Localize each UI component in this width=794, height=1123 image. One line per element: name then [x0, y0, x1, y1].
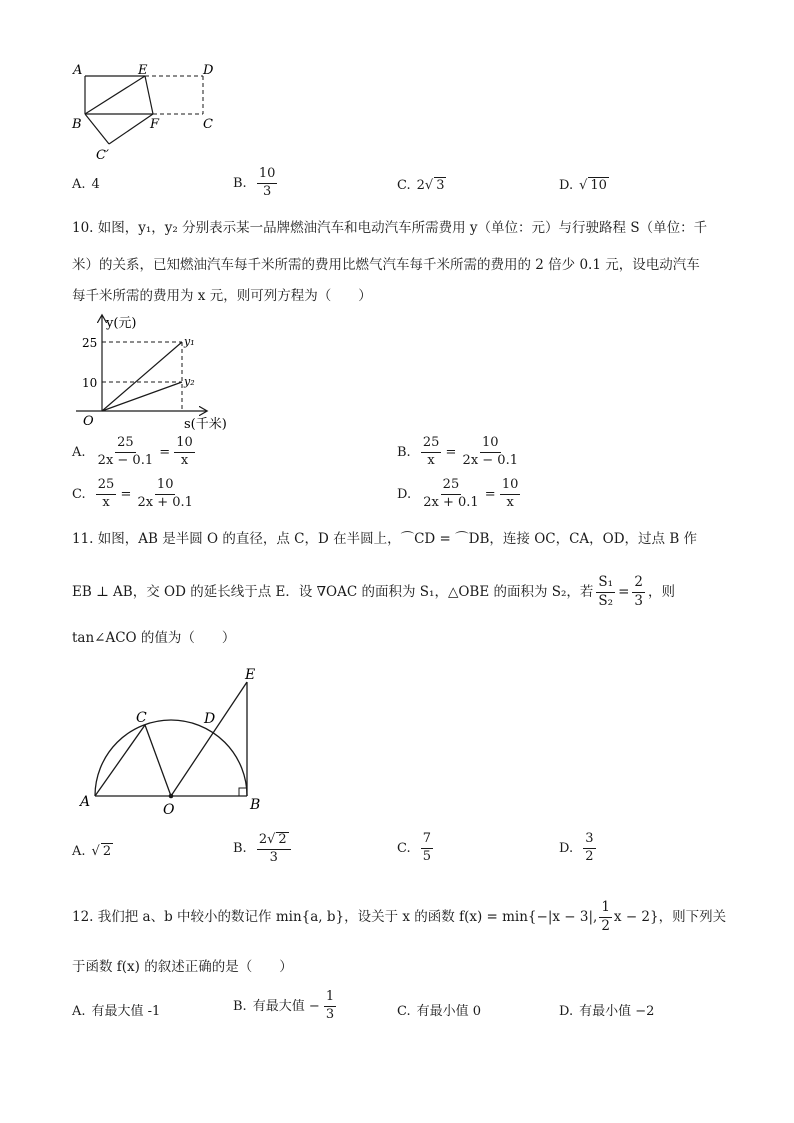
q10-graph [66, 310, 246, 432]
q10-line2: 米）的关系，已知燃油汽车每千米所需的费用比燃气汽车每千米所需的费用的 2 倍少 0.1 元，设电动汽车 [72, 257, 700, 273]
q10-tick-25: 25 [82, 336, 98, 350]
q10-line1: 10. 如图，y₁，y₂ 分别表示某一品牌燃油汽车和电动汽车所需费用 y（单位：元）与行驶路程 S（单位：千 [72, 220, 708, 236]
q12-option-c[interactable]: C. 有最小值 0 [397, 1004, 482, 1019]
q12-line1: 12. 我们把 a、b 中较小的数记作 min{a, b}，设关于 x 的函数 f(x) = min{−|x − 3|, $\frac{1}{2}$ x − 2}，则下列关 [72, 898, 727, 934]
q9-option-a[interactable]: A. 4 [72, 177, 100, 192]
q9-label-Cprime: C′ [96, 148, 109, 163]
q11-label-A: A [80, 794, 91, 810]
q9-option-b[interactable]: B. $\frac{10}{3}$ [233, 166, 276, 199]
q11-option-c[interactable]: C. $\frac{7}{5}$ [397, 831, 432, 864]
q11-option-b[interactable]: B. $\frac{2√ 2}{3}$ [233, 832, 291, 866]
q9-label-A: A [73, 63, 83, 78]
q10-option-a[interactable]: A. $\frac{25}{2x - 0.1}$ = $\frac{10}{x}$ [72, 435, 193, 468]
q11-label-O: O [163, 802, 175, 818]
q11-option-a[interactable]: A. √ 2 [72, 844, 112, 859]
q9-label-D: D [203, 63, 214, 78]
q12-option-d[interactable]: D. 有最小值 −2 [559, 1004, 655, 1019]
q9-label-C: C [203, 117, 213, 132]
q11-label-D: D [204, 711, 216, 727]
q10-y1-label: y₁ [184, 335, 195, 348]
q12-line2: 于函数 f(x) 的叙述正确的是（ ） [72, 959, 293, 975]
q9-label-E: E [138, 63, 148, 78]
q12-option-a[interactable]: A. 有最大值 -1 [72, 1004, 161, 1019]
q9-option-b-fraction: $\frac{10}{3}$ [258, 166, 276, 199]
q11-line3: tan∠ACO 的值为（ ） [72, 630, 236, 646]
q10-y2-label: y₂ [184, 375, 195, 388]
q10-option-b[interactable]: B. $\frac{25}{x}$ = $\frac{10}{2x - 0.1}$ [397, 435, 518, 468]
q10-y-axis-label: y(元) [106, 316, 137, 331]
q10-option-c[interactable]: C. $\frac{25}{x}$ = $\frac{10}{2x + 0.1}$ [72, 477, 193, 510]
q11-line2: EB ⊥ AB，交 OD 的延长线于点 E．设 ∇OAC 的面积为 S₁，△OBE 的面积为 S₂，若 $\frac{\text{S₁}}{\text{S₂}}$ = $\frac{2}{3}$ ，则 [72, 573, 675, 609]
q10-option-d[interactable]: D. $\frac{25}{2x + 0.1}$ = $\frac{10}{x}$ [397, 477, 519, 510]
q9-label-F: F [150, 117, 160, 132]
q11-label-E: E [245, 667, 256, 683]
q11-label-B: B [250, 797, 261, 813]
q10-line3: 每千米所需的费用为 x 元，则可列方程为（ ） [72, 288, 372, 304]
q11-label-C: C [136, 710, 147, 726]
sqrt-symbol: √ [579, 178, 588, 193]
q11-figure [70, 662, 280, 824]
q10-x-axis-label: s(千米) [184, 417, 227, 432]
sqrt-symbol: √ [267, 832, 276, 847]
q12-half-fraction: $\frac{1}{2}$ [601, 898, 610, 934]
q9-figure [60, 58, 230, 168]
q11-ratio-value: $\frac{2}{3}$ [634, 573, 643, 609]
sqrt-symbol: √ [424, 178, 434, 193]
q11-option-d[interactable]: D. $\frac{3}{2}$ [559, 831, 594, 864]
q11-ratio-s: $\frac{\text{S₁}}{\text{S₂}}$ [598, 573, 614, 609]
sqrt-symbol: √ [91, 844, 100, 859]
q11-line1: 11. 如图，AB 是半圆 O 的直径，点 C，D 在半圆上，⌒CD = ⌒DB，连接 OC，CA，OD，过点 B 作 [72, 531, 698, 547]
q9-option-c[interactable]: C. 2√ 3 [397, 178, 445, 193]
q12-option-b[interactable]: B. 有最大值 − $\frac{1}{3}$ [233, 989, 335, 1022]
q10-tick-10: 10 [82, 376, 98, 390]
q10-origin: O [83, 414, 94, 429]
q9-label-B: B [72, 117, 82, 132]
q9-option-d[interactable]: D. √ 10 [559, 178, 607, 193]
